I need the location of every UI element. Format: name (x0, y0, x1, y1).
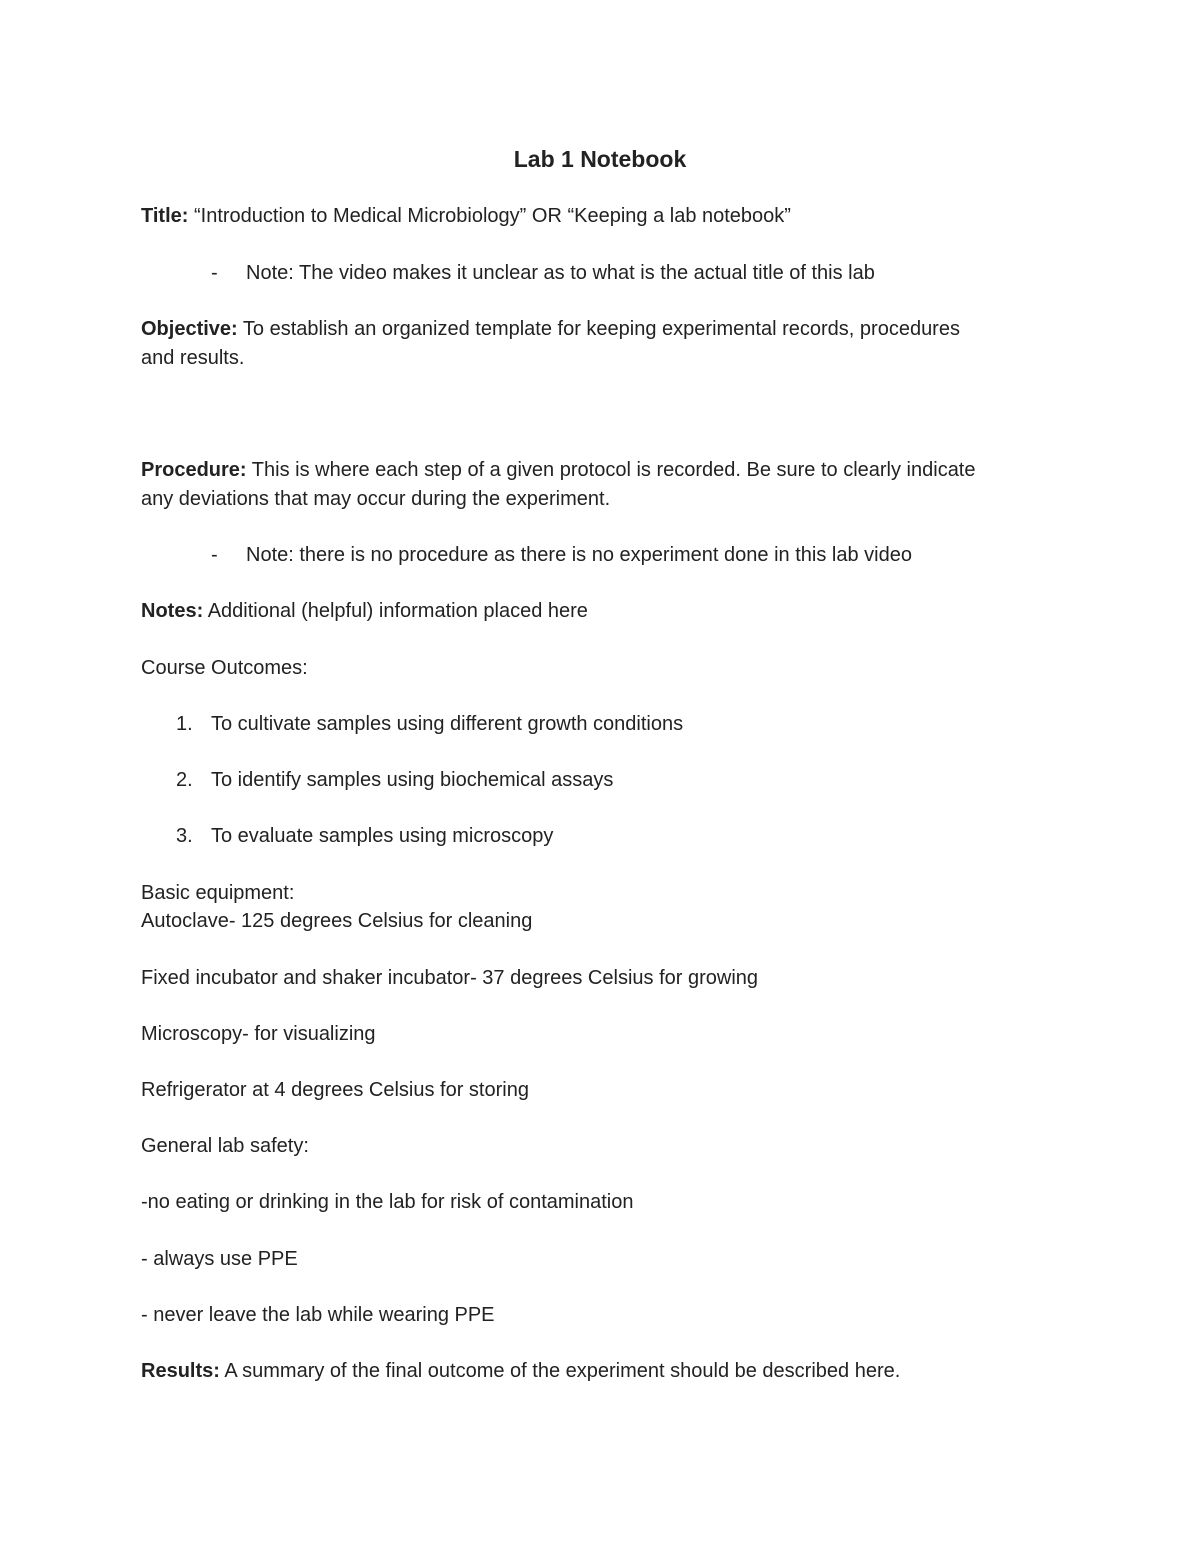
title-label: Title: (141, 205, 189, 227)
notes-label: Notes: (141, 600, 204, 622)
equipment-heading: Basic equipment: (141, 882, 295, 904)
title-note-dash: - (211, 262, 218, 284)
title-text: “Introduction to Medical Microbiology” OR “Keeping a lab notebook” (188, 205, 791, 227)
objective-line2: and results. (141, 347, 245, 369)
outcome-item: To evaluate samples using microscopy (211, 825, 554, 847)
equipment-item: Refrigerator at 4 degrees Celsius for storing (141, 1079, 529, 1101)
equipment-item: Fixed incubator and shaker incubator- 37 degrees Celsius for growing (141, 967, 759, 989)
procedure-line1 (141, 456, 976, 484)
safety-item: - always use PPE (141, 1248, 298, 1270)
results-text: A summary of the final outcome of the experiment should be described here. (219, 1360, 901, 1382)
course-outcomes-heading: Course Outcomes: (141, 657, 308, 679)
results-label: Results: (141, 1360, 220, 1382)
safety-item: -no eating or drinking in the lab for risk of contamination (141, 1191, 634, 1213)
procedure-label: Procedure: (141, 459, 247, 481)
title-line (141, 202, 791, 230)
procedure-text: This is where each step of a given protocol is recorded. Be sure to clearly indicate (246, 459, 976, 481)
equipment-item: Autoclave- 125 degrees Celsius for cleaning (141, 910, 533, 932)
procedure-note-dash: - (211, 544, 218, 566)
safety-heading: General lab safety: (141, 1135, 309, 1157)
document-title: Lab 1 Notebook (513, 146, 687, 172)
notes-line (141, 597, 588, 625)
procedure-line2: any deviations that may occur during the experiment. (141, 488, 611, 510)
title-note: Note: The video makes it unclear as to what is the actual title of this lab (246, 262, 875, 284)
outcome-item: To identify samples using biochemical assays (211, 769, 614, 791)
objective-label: Objective: (141, 318, 238, 340)
equipment-item: Microscopy- for visualizing (141, 1023, 376, 1045)
procedure-note: Note: there is no procedure as there is no experiment done in this lab video (246, 544, 912, 566)
objective-line1 (141, 315, 960, 343)
outcome-number: 2. (176, 769, 193, 791)
results-line (141, 1357, 900, 1385)
outcome-item: To cultivate samples using different growth conditions (211, 713, 684, 735)
outcome-number: 3. (176, 825, 193, 847)
notes-text: Additional (helpful) information placed here (203, 600, 588, 622)
outcome-number: 1. (176, 713, 193, 735)
safety-item: - never leave the lab while wearing PPE (141, 1304, 495, 1326)
objective-text: To establish an organized template for keeping experimental records, procedures (237, 318, 960, 340)
